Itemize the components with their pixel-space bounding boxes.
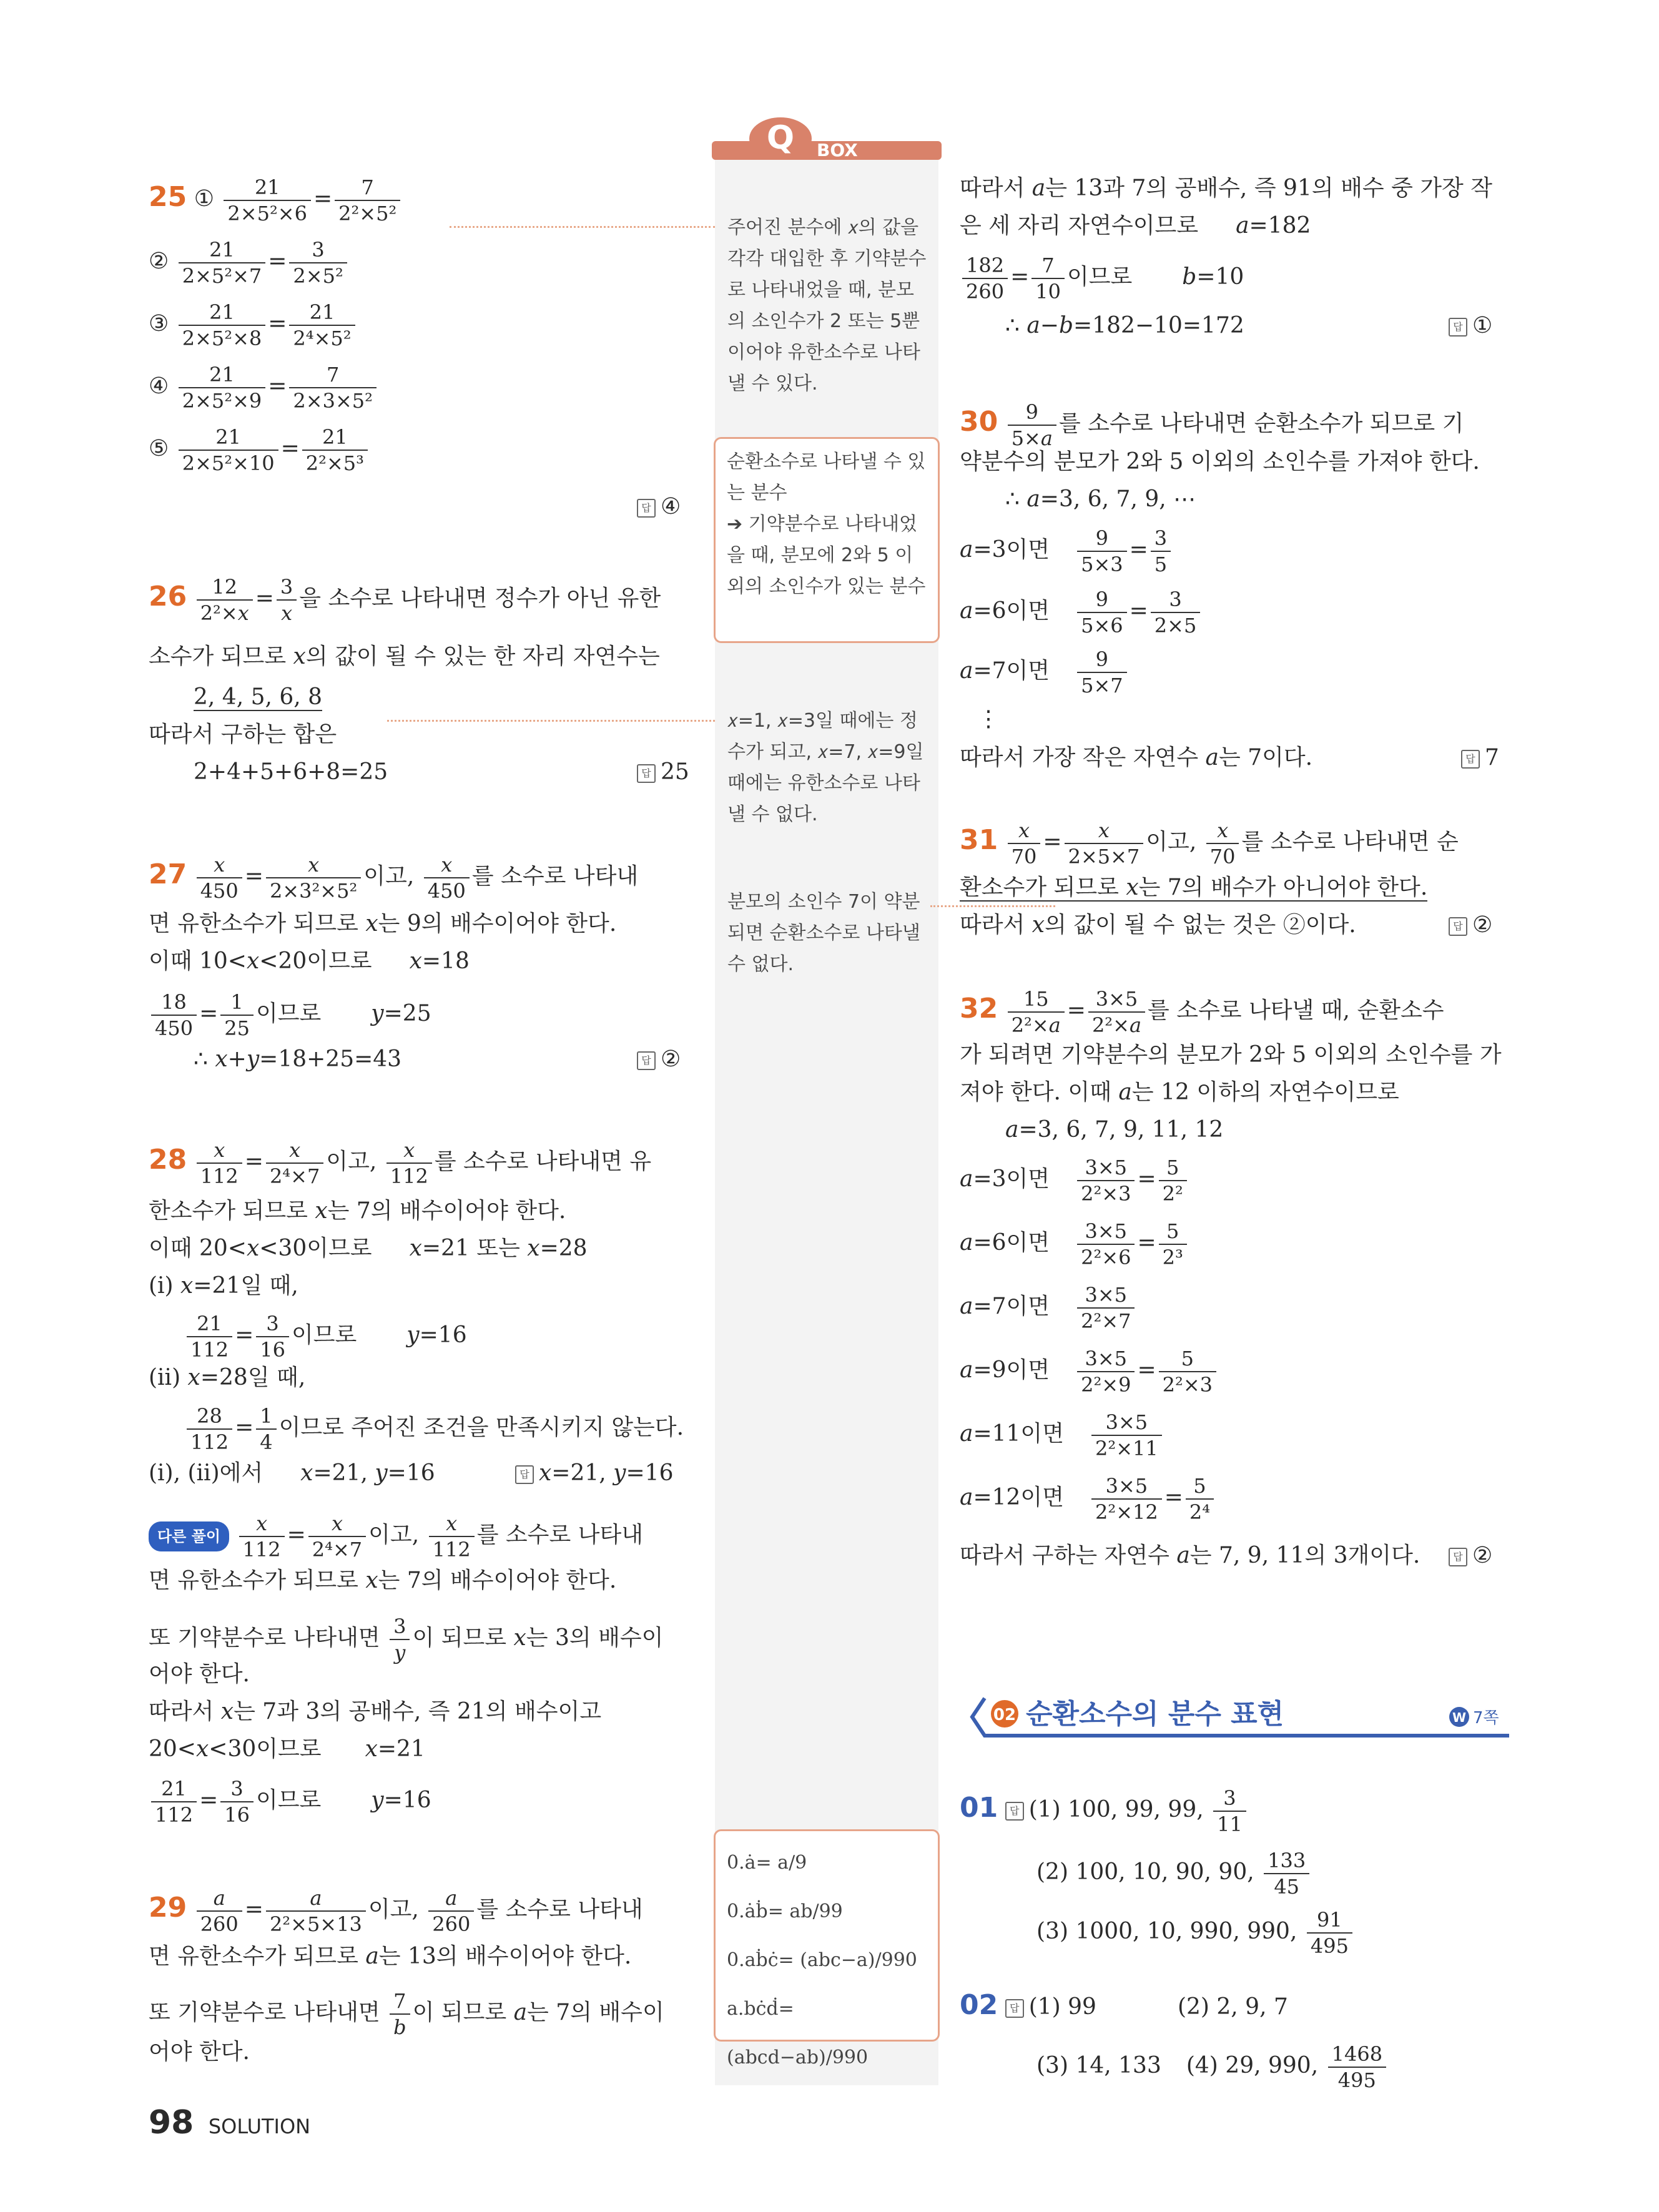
p28-line5: $\frac{21}{112}$ = $\frac{3}{16}$ 이므로 𝑦=16 [184, 1311, 467, 1362]
qbox-letter: Q [766, 119, 795, 157]
p27-line2: 면 유한소수가 되므로 𝑥는 9의 배수이어야 한다. [149, 911, 617, 936]
section-ref: 7쪽 [1473, 1709, 1499, 1728]
p29-line3: 또 기약분수로 나타내면 $\frac{7}{\text{𝑏}}$ 이 되므로 𝑎는 7의 배수이 [149, 1989, 664, 2039]
p29-line4: 어야 한다. [149, 2039, 250, 2065]
p32-line3: 져야 한다. 이때 𝑎는 12 이하의 자연수이므로 [960, 1079, 1399, 1105]
p28-alt-line7: $\frac{21}{112}$ = $\frac{3}{16}$ 이므로 𝑦=16 [149, 1776, 431, 1827]
p29-right-line4: ∴ 𝑎−𝑏=182−10=172 [1005, 313, 1244, 338]
p26-line5: 2+4+5+6+8=25 [194, 759, 388, 785]
formula-4: a.bċḋ= (abcd−ab)/990 [727, 1998, 869, 2068]
answer-31: 답 ② [1449, 912, 1492, 939]
p26-line4: 따라서 구하는 합은 [149, 722, 337, 747]
p28-line3: 이때 20<𝑥<30이므로 𝑥=21 또는 𝑥=28 [149, 1236, 588, 1261]
leader-31 [930, 905, 1055, 907]
problem-number: 31 [960, 824, 998, 856]
problem-number: 30 [960, 406, 998, 438]
p28-line7: $\frac{28}{112}$ = $\frac{1}{4}$ 이므로 주어진 조건을 만족시키지 않는다. [184, 1403, 684, 1455]
sec-problem-01-l3: (3) 1000, 10, 990, 990, $\frac{91}{495}$ [1036, 1907, 1355, 1959]
qbox-frame-1 [714, 437, 940, 643]
p30-case1: 𝑎=3이면 $\frac{9}{5\times 3}$ = $\frac{3}{5}$ [960, 526, 1173, 577]
p27-line5: ∴ 𝑥+𝑦=18+25=43 [194, 1046, 402, 1072]
formula-2: 0.ȧḃ= ab/99 [727, 1900, 843, 1922]
p29-right-line3: $\frac{182}{260}$ = $\frac{7}{10}$ 이므로 𝑏=10 [960, 253, 1244, 304]
leader-26 [387, 720, 715, 722]
p31-line3: 따라서 𝑥의 값이 될 수 없는 것은 ②이다. [960, 912, 1356, 938]
qbox-note-3: ➔ 기약분수로 나타내었을 때, 분모에 2와 5 이외의 소인수가 있는 분수 [727, 513, 926, 597]
p30-case3: 𝑎=7이면 $\frac{9}{5\times 7}$ [960, 647, 1130, 698]
problem-number: 27 [149, 858, 187, 890]
p27-line3: 이때 10<𝑥<20이므로 𝑥=18 [149, 948, 470, 974]
answer-28: 답 𝑥=21, 𝑦=16 [515, 1460, 673, 1487]
answer-25: 답 ④ [637, 493, 681, 521]
p29-right-line1: 따라서 𝑎는 13과 7의 공배수, 즉 91의 배수 중 가장 작 [960, 175, 1493, 201]
p32-case3: 𝑎=7이면 $\frac{3\times 5}{\text{2²×7}}$ [960, 1282, 1137, 1334]
p30-line4: 따라서 가장 작은 자연수 𝑎는 7이다. [960, 745, 1313, 770]
sec-problem-01-l1: 01 답 (1) 100, 99, 99, $\frac{3}{11}$ [960, 1786, 1249, 1837]
p32-case2: 𝑎=6이면 $\frac{3\times 5}{\text{2²×6}}$ = $\frac{5}{\text{2³}}$ [960, 1219, 1189, 1270]
problem-25 [149, 175, 403, 226]
p30-dots: ⋮ [977, 706, 1000, 732]
p28-alt-line3: 또 기약분수로 나타내면 $\frac{3}{\text{𝑦}}$ 이 되므로 𝑥는 3의 배수이 [149, 1615, 664, 1664]
problem-number: 28 [149, 1144, 187, 1176]
problem-26: 26 $\frac{12}{\text{2²×𝑥}}$ = $\frac{3}{\text{𝑥}}$ 을 소수로 나타내면 정수가 아닌 유한 [149, 575, 661, 625]
p28-alt-line1: 다른 풀이 $\frac{\text{𝑥}}{112}$ = $\frac{\text{𝑥}}{\text{2⁴×7}}$ 이고, $\frac{\text{𝑥}}{112}$ 를 소수로 나타내 [149, 1511, 643, 1562]
section-badge: 02 [993, 1706, 1017, 1724]
p32-case6: 𝑎=12이면 $\frac{3\times 5}{\text{2²×12}}$ = $\frac{5}{\text{2⁴}}$ [960, 1473, 1216, 1525]
choice-4: ④ $\frac{21}{\text{2×5²×9}}$ = $\frac{7}{\text{2×3×5²}}$ [149, 362, 379, 413]
p32-case1: 𝑎=3이면 $\frac{3\times 5}{\text{2²×3}}$ = $\frac{5}{\text{2²}}$ [960, 1155, 1189, 1206]
choice-2: ② $\frac{21}{\text{2×5²×7}}$ = $\frac{3}{\text{2×5²}}$ [149, 237, 350, 288]
page-number: 98 [149, 2104, 194, 2141]
p28-alt-line6: 20<𝑥<30이므로 𝑥=21 [149, 1736, 425, 1762]
p32-case5: 𝑎=11이면 $\frac{3\times 5}{\text{2²×11}}$ [960, 1410, 1164, 1461]
p28-alt-line4: 어야 한다. [149, 1661, 250, 1687]
problem-number: 26 [149, 581, 187, 612]
p28-line2: 한소수가 되므로 𝑥는 7의 배수이어야 한다. [149, 1198, 566, 1224]
p28-line4: (i) 𝑥=21일 때, [149, 1273, 298, 1299]
p31-line2: 환소수가 되므로 𝑥는 7의 배수가 아니어야 한다. [960, 875, 1428, 900]
footer [149, 2104, 310, 2141]
answer-30: 답 7 [1461, 744, 1499, 772]
answer-26: 답 25 [637, 759, 689, 786]
choice-1: ① $\frac{21}{\text{2×5²×6}}$ = $\frac{7}{\text{2²×5²}}$ [194, 186, 403, 212]
answer-icon: 답 [637, 499, 656, 518]
p26-line3: 2, 4, 5, 6, 8 [194, 684, 323, 710]
answer-32: 답 ② [1449, 1542, 1492, 1570]
qbox-note-1: 주어진 분수에 𝑥의 값을 각각 대입한 후 기약분수로 나타내었을 때, 분모의 소인수가 2 또는 5뿐이어야 유한소수로 나타낼 수 있다. [727, 217, 927, 395]
p28-alt-line5: 따라서 𝑥는 7과 3의 공배수, 즉 21의 배수이고 [149, 1699, 602, 1724]
p28-line6: (ii) 𝑥=28일 때, [149, 1365, 306, 1390]
qbox-note-2: 순환소수로 나타낼 수 있는 분수 [727, 451, 926, 504]
p32-line2: 가 되려면 기약분수의 분모가 2와 5 이외의 소인수를 가 [960, 1042, 1502, 1068]
p29-line2: 면 유한소수가 되므로 𝑎는 13의 배수이어야 한다. [149, 1944, 632, 1969]
leader-25 [450, 226, 715, 228]
p28-line8: (i), (ii)에서 𝑥=21, 𝑦=16 [149, 1460, 435, 1486]
problem-28: 28 $\frac{\text{𝑥}}{112}$ = $\frac{\text{𝑥}}{\text{2⁴×7}}$ 이고, $\frac{\text{𝑥}}{112}$ 를 소수로 나타내면 유 [149, 1138, 652, 1188]
problem-number: 29 [149, 1892, 187, 1924]
sec-problem-02-l2: (3) 14, 133 (4) 29, 990, $\frac{1468}{495}$ [1036, 2042, 1389, 2093]
formula-3: 0.aḃċ= (abc−a)/990 [727, 1949, 917, 1971]
p32-line5: 따라서 구하는 자연수 𝑎는 7, 9, 11의 3개이다. [960, 1543, 1420, 1568]
p29-right-line2: 은 세 자리 자연수이므로 𝑎=182 [960, 213, 1311, 238]
section-header [960, 1679, 1509, 1754]
footer-label: SOLUTION [208, 2115, 311, 2138]
problem-31: 31 $\frac{\text{𝑥}}{70}$ = $\frac{\text{𝑥}}{2\times 5\times 7}$ 이고, $\frac{\text{𝑥}}{70}$ 를 소수로 나타내면 순 [960, 818, 1459, 868]
problem-32: 32 $\frac{15}{\text{2²×𝑎}}$ = $\frac{3\times 5}{\text{2²×𝑎}}$ 를 소수로 나타낼 때, 순환소수 [960, 987, 1444, 1037]
section-title: 순환소수의 분수 표현 [1026, 1698, 1284, 1730]
p32-line4: 𝑎=3, 6, 7, 9, 11, 12 [1005, 1117, 1224, 1143]
qbox-formula-frame [714, 1829, 940, 2068]
problem-number: 32 [960, 993, 998, 1025]
svg-text:W: W [1452, 1710, 1467, 1725]
answer-29: 답 ① [1449, 312, 1492, 340]
problem-27: 27 $\frac{\text{𝑥}}{450}$ = $\frac{\text{𝑥}}{\text{2×3²×5²}}$ 이고, $\frac{\text{𝑥}}{450}$ 를 소수로 나타내 [149, 853, 639, 903]
alt-solution-badge: 다른 풀이 [149, 1521, 229, 1551]
problem-30: 30 $\frac{9}{\text{5×𝑎}}$ 를 소수로 나타내면 순환소수가 되므로 기 [960, 400, 1464, 450]
qbox-note-4: 𝑥=1, 𝑥=3일 때에는 정수가 되고, 𝑥=7, 𝑥=9일 때에는 유한소수로 나타낼 수 없다. [727, 710, 924, 825]
sec-problem-01-l2: (2) 100, 10, 90, 90, $\frac{133}{45}$ [1036, 1848, 1312, 1899]
p26-line2: 소수가 되므로 𝑥의 값이 될 수 있는 한 자리 자연수는 [149, 644, 660, 669]
answer-27: 답 ② [637, 1046, 681, 1073]
sec-problem-02-l1: 02 답 (1) 99 (2) 2, 9, 7 [960, 1989, 1288, 2021]
p28-alt-line2: 면 유한소수가 되므로 𝑥는 7의 배수이어야 한다. [149, 1568, 617, 1593]
choice-3: ③ $\frac{21}{\text{2×5²×8}}$ = $\frac{21}{\text{2⁴×5²}}$ [149, 300, 358, 351]
formula-1: 0.ȧ= a/9 [727, 1852, 807, 1874]
p30-line3: ∴ 𝑎=3, 6, 7, 9, ⋯ [1005, 486, 1196, 512]
problem-29: 29 $\frac{\text{𝑎}}{260}$ = $\frac{\text{𝑎}}{\text{2²×5×13}}$ 이고, $\frac{\text{𝑎}}{260}$ 를 소수로 나타내 [149, 1886, 643, 1936]
qbox-title: BOX [817, 140, 858, 160]
problem-number: 25 [149, 181, 187, 213]
p32-case4: 𝑎=9이면 $\frac{3\times 5}{\text{2²×9}}$ = $\frac{5}{\text{2²×3}}$ [960, 1346, 1219, 1397]
p30-case2: 𝑎=6이면 $\frac{9}{5\times 6}$ = $\frac{3}{2\times 5}$ [960, 587, 1203, 638]
qbox-header [712, 112, 942, 160]
p27-line4: $\frac{18}{450}$ = $\frac{1}{25}$ 이므로 𝑦=25 [149, 990, 431, 1041]
choice-5: ⑤ $\frac{21}{\text{2×5²×10}}$ = $\frac{21}{\text{2²×5³}}$ [149, 425, 370, 476]
p30-line2: 약분수의 분모가 2와 5 이외의 소인수를 가져야 한다. [960, 449, 1480, 474]
qbox-note-5: 분모의 소인수 7이 약분되면 순환소수로 나타낼 수 없다. [727, 891, 920, 975]
